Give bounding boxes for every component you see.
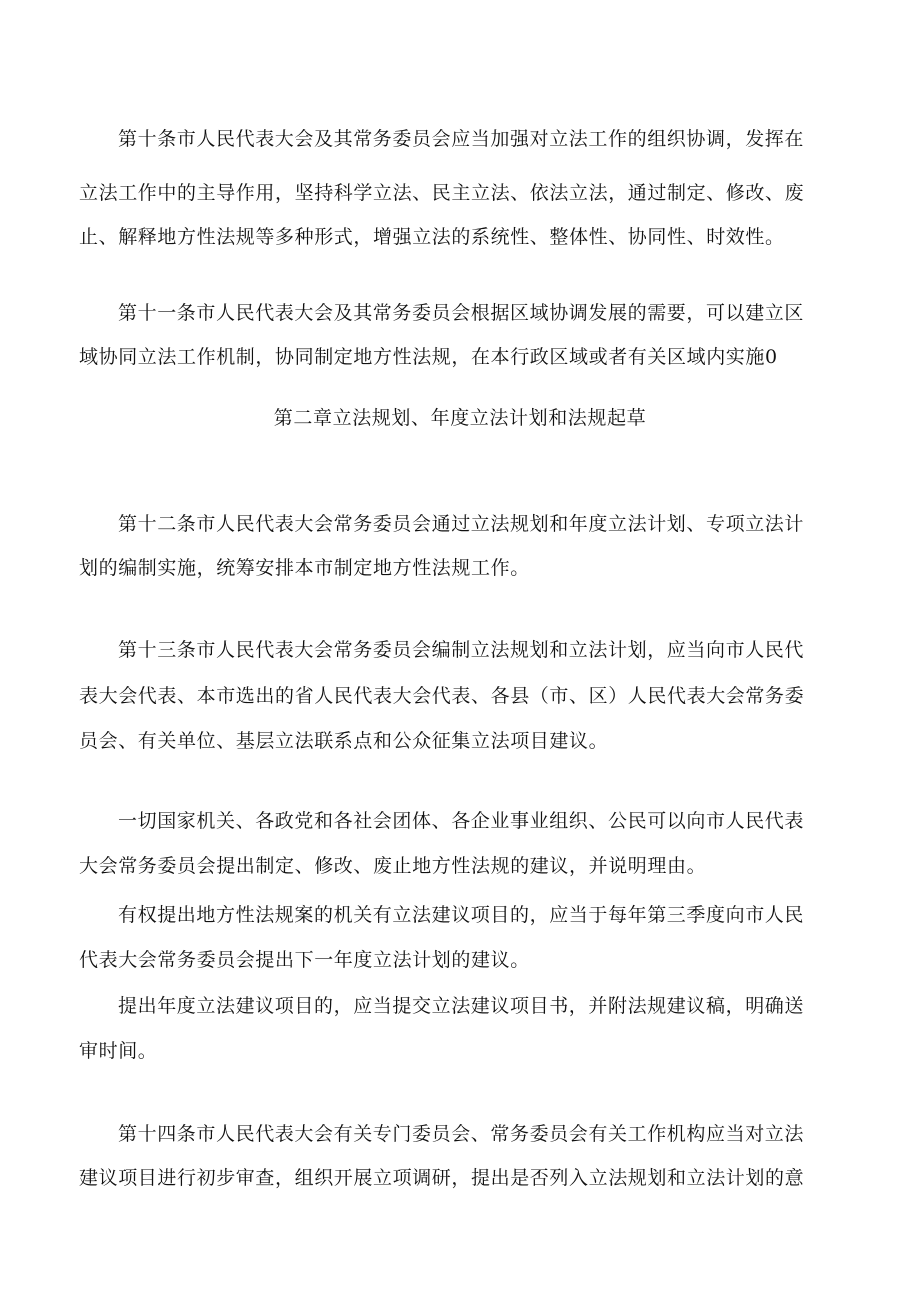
paragraph-proposals-line-2: 大会常务委员会提出制定、修改、废止地方性法规的建议，并说明理由。 bbox=[79, 855, 707, 877]
paragraph-authorized-bodies-line-1: 有权提出地方性法规案的机关有立法建议项目的，应当于每年第三季度向市人民 bbox=[118, 904, 805, 926]
article-14-line-1: 第十四条市人民代表大会有关专门委员会、常务委员会有关工作机构应当对立法 bbox=[118, 1123, 805, 1145]
article-12-line-1: 第十二条市人民代表大会常务委员会通过立法规划和年度立法计划、专项立法计 bbox=[118, 513, 805, 535]
article-10-line-2: 立法工作中的主导作用，坚持科学立法、民主立法、依法立法，通过制定、修改、废 bbox=[79, 182, 805, 204]
article-11-line-2: 域协同立法工作机制，协同制定地方性法规，在本行政区域或者有关区域内实施0 bbox=[79, 346, 778, 368]
article-11-line-1: 第十一条市人民代表大会及其常务委员会根据区域协调发展的需要，可以建立区 bbox=[118, 302, 805, 324]
article-10-line-3: 止、解释地方性法规等多种形式，增强立法的系统性、整体性、协同性、时效性。 bbox=[79, 226, 785, 248]
paragraph-proposals-line-1: 一切国家机关、各政党和各社会团体、各企业事业组织、公民可以向市人民代表 bbox=[118, 810, 805, 832]
chapter-title: 第二章立法规划、年度立法计划和法规起草 bbox=[273, 407, 647, 429]
article-10-line-1: 第十条市人民代表大会及其常务委员会应当加强对立法工作的组织协调，发挥在 bbox=[118, 128, 805, 150]
article-14-line-2: 建议项目进行初步审查，组织开展立项调研，提出是否列入立法规划和立法计划的意 bbox=[79, 1167, 805, 1189]
article-13-line-1: 第十三条市人民代表大会常务委员会编制立法规划和立法计划，应当向市人民代 bbox=[118, 639, 805, 661]
article-13-line-3: 员会、有关单位、基层立法联系点和公众征集立法项目建议。 bbox=[79, 730, 609, 752]
article-12-line-2: 划的编制实施，统筹安排本市制定地方性法规工作。 bbox=[79, 557, 530, 579]
paragraph-authorized-bodies-line-2: 代表大会常务委员会提出下一年度立法计划的建议。 bbox=[79, 949, 530, 971]
article-13-line-2: 表大会代表、本市选出的省人民代表大会代表、各县（市、区）人民代表大会常务委 bbox=[79, 685, 805, 707]
paragraph-annual-proposals-line-2: 审时间。 bbox=[79, 1040, 158, 1062]
paragraph-annual-proposals-line-1: 提出年度立法建议项目的，应当提交立法建议项目书，并附法规建议稿，明确送 bbox=[118, 995, 805, 1017]
